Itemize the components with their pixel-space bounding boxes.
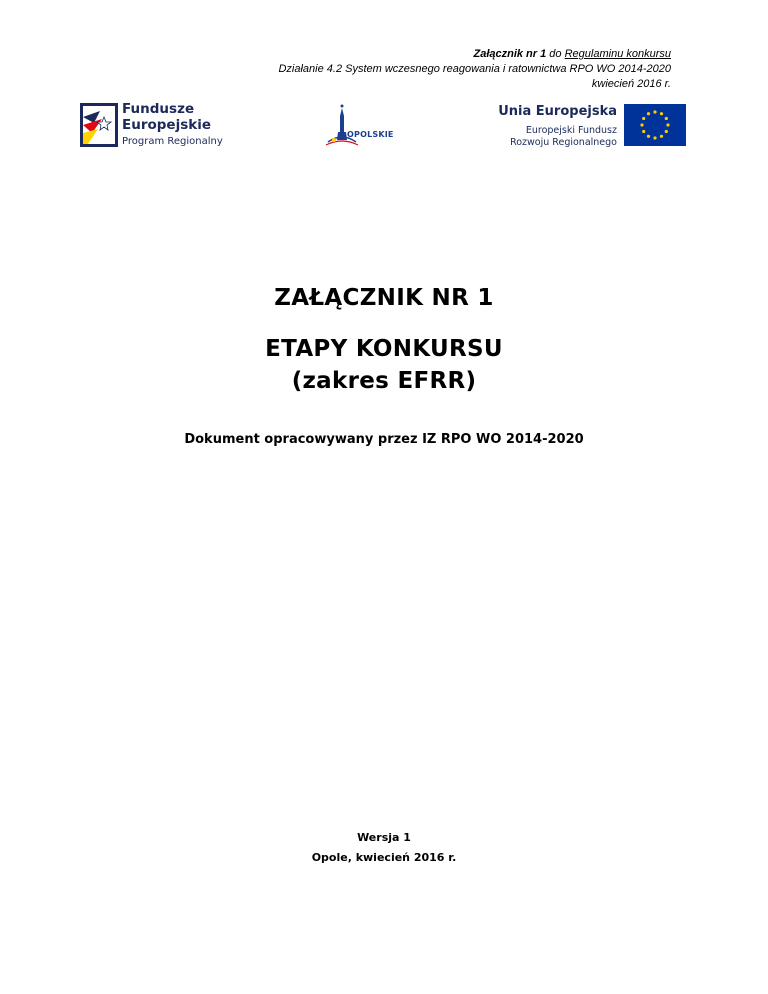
header-line-1	[278, 47, 671, 62]
header-connector: do	[546, 48, 565, 60]
ue-subtitle-2: Rozwoju Regionalnego	[510, 137, 617, 148]
version-label: Wersja 1	[357, 831, 411, 844]
fundusze-europejskie-text	[122, 101, 223, 148]
subtitle-line-2: (zakres EFRR)	[291, 368, 477, 394]
header-line-3: kwiecień 2016 r.	[591, 78, 671, 90]
header-line-2: Działanie 4.2 System wczesnego reagowania i ratownictwa RPO WO 2014-2020	[278, 63, 671, 75]
ue-title: Unia Europejska	[498, 104, 617, 119]
eu-flag-icon	[624, 104, 686, 146]
unia-europejska-text	[498, 104, 617, 149]
annex-label: Załącznik nr 1	[473, 48, 547, 60]
opolskie-wordmark: OPOLSKIE	[347, 130, 394, 139]
subtitle-line-1: ETAPY KONKURSU	[265, 336, 503, 362]
place-date: Opole, kwiecień 2016 r.	[311, 851, 457, 864]
logo-band	[66, 86, 696, 162]
fundusze-europejskie-logo-icon	[80, 103, 118, 147]
opolskie-logo-icon	[322, 102, 392, 152]
ue-subtitle-1: Europejski Fundusz	[525, 125, 617, 136]
document-subtitle	[0, 333, 768, 397]
fe-subtitle: Program Regionalny	[122, 136, 223, 147]
regulation-link[interactable]: Regulaminu konkursu	[564, 48, 671, 60]
fe-title-2: Europejskie	[122, 117, 212, 133]
document-title: ZAŁĄCZNIK NR 1	[274, 285, 494, 311]
prepared-by: Dokument opracowywany przez IZ RPO WO 2014-2020	[184, 432, 584, 447]
fe-title-1: Fundusze	[122, 101, 195, 117]
